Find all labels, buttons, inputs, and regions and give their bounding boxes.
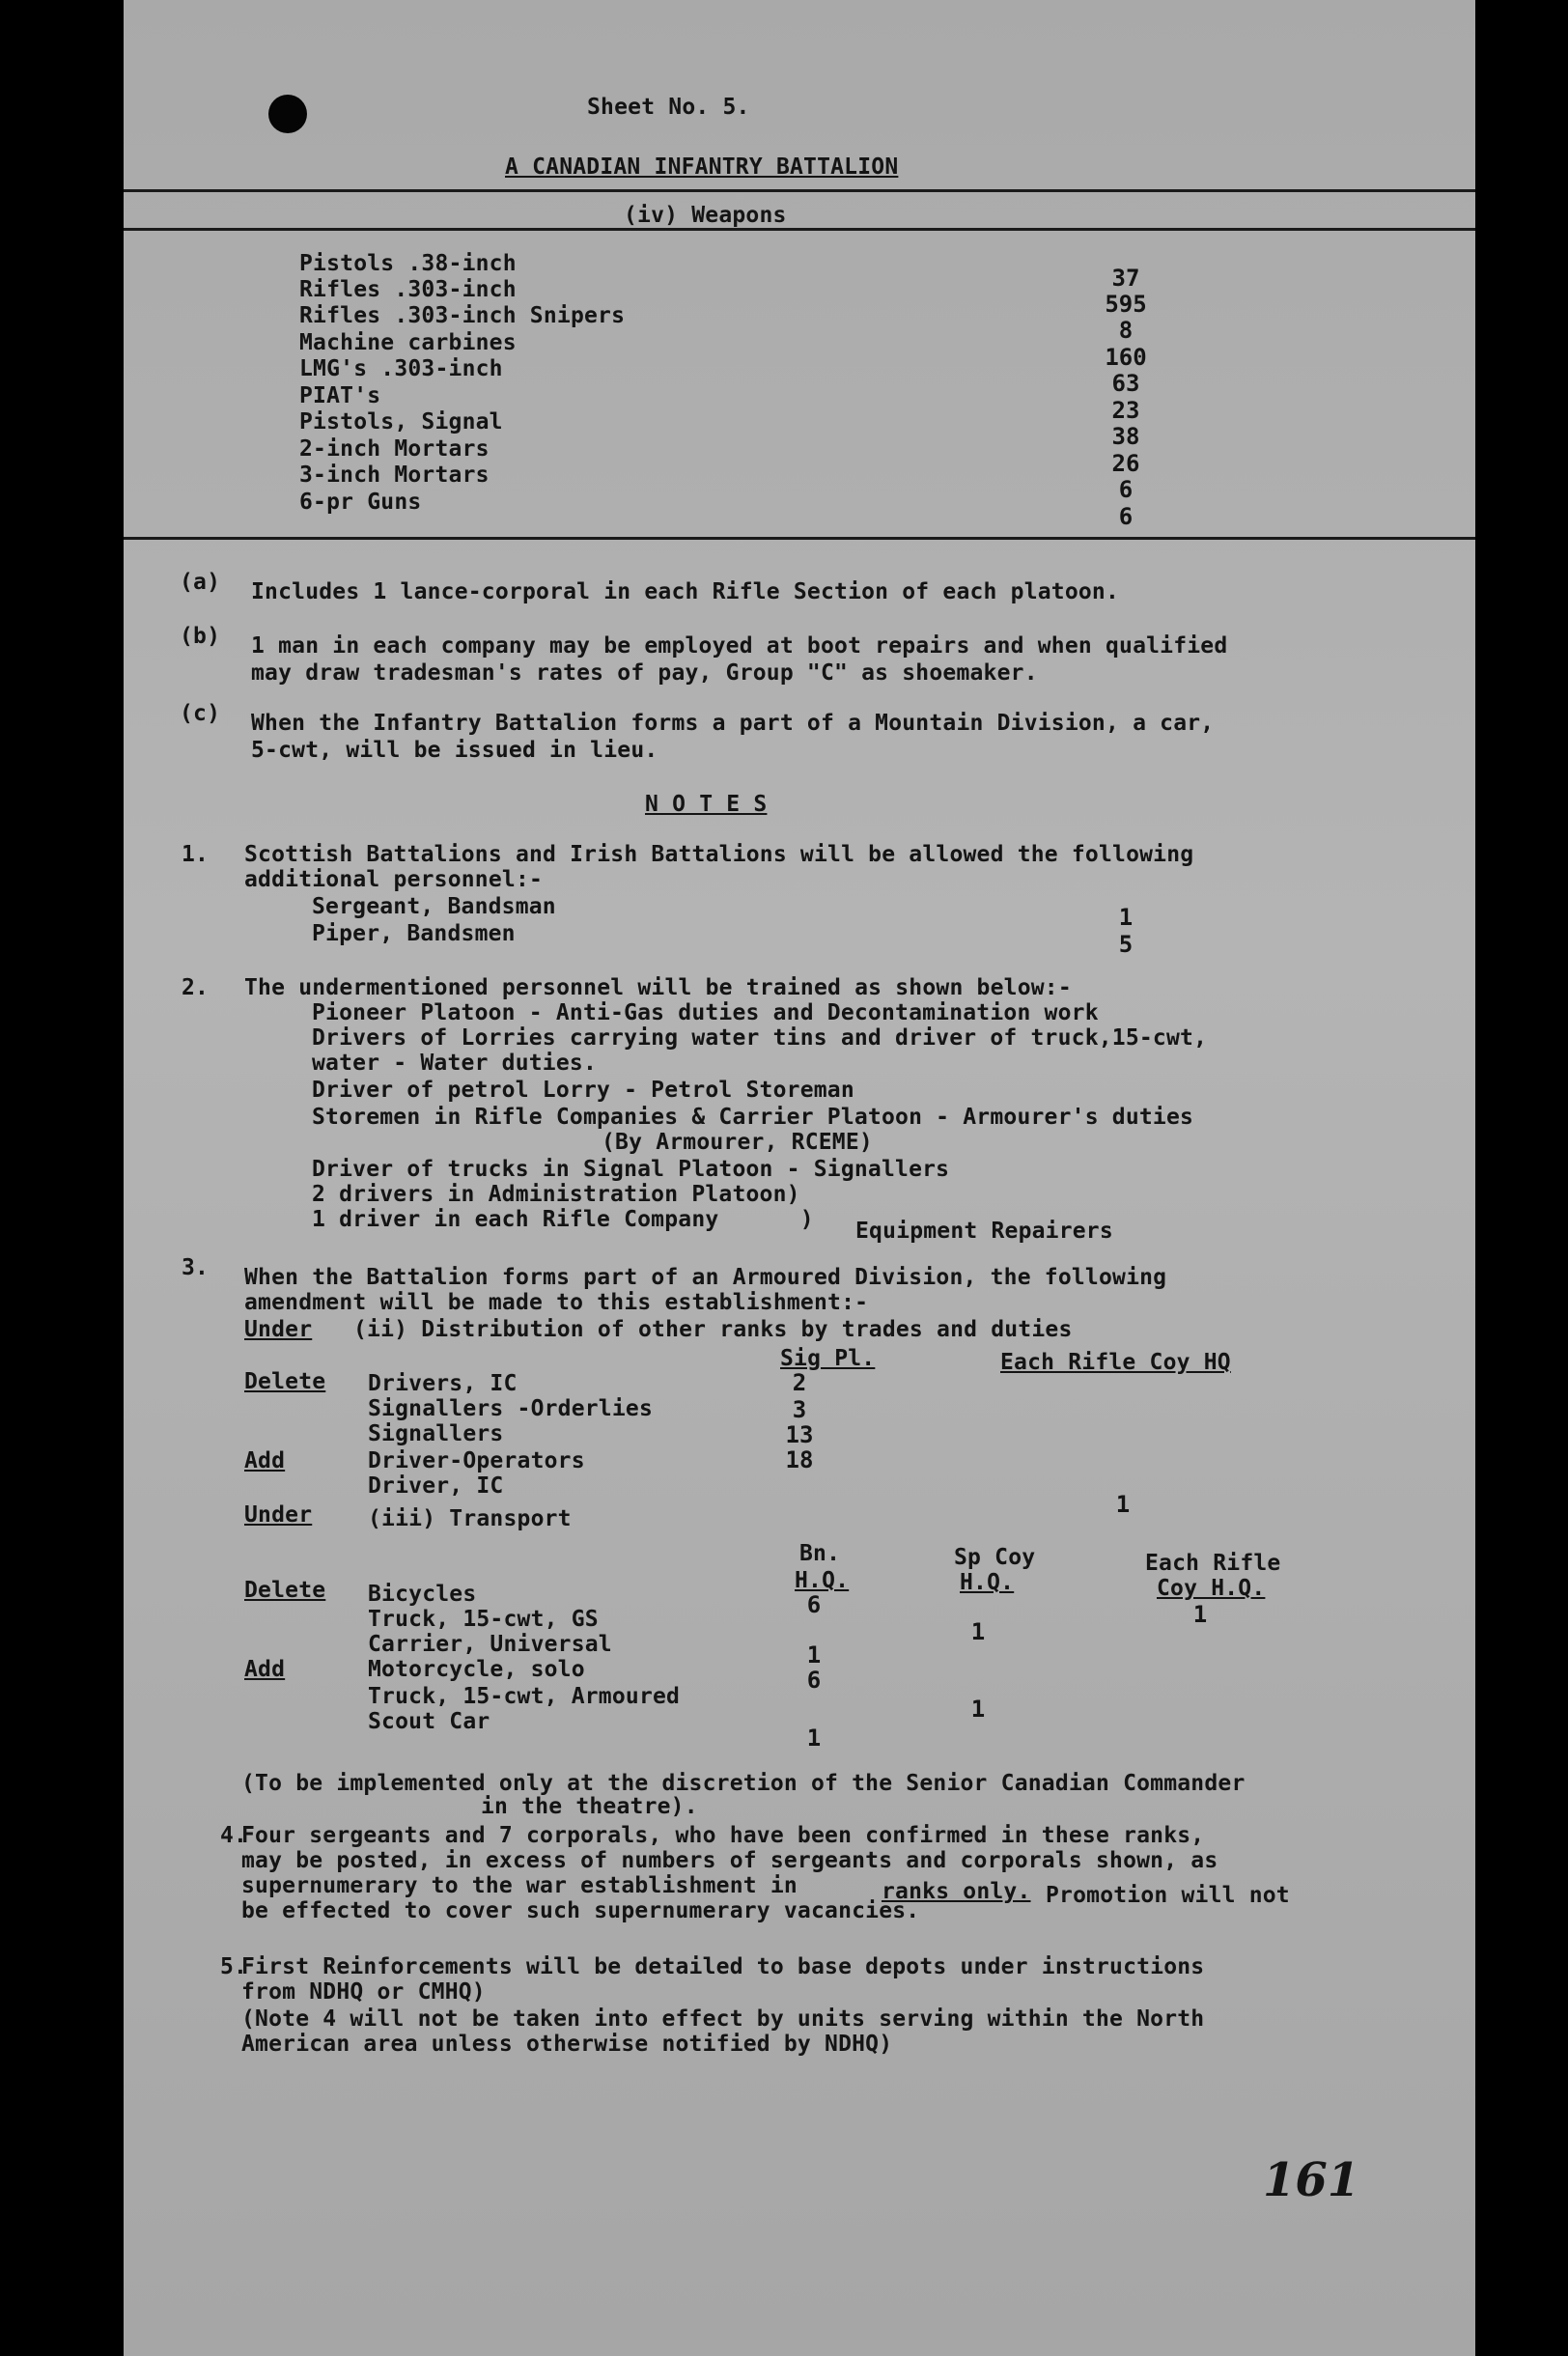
weapon-qty: 8 <box>1118 317 1134 344</box>
weapon-qty: 6 <box>1118 503 1134 530</box>
note-text: 2 drivers in Administration Platoon) <box>312 1182 800 1207</box>
sheet-number: Sheet No. 5. <box>587 95 750 120</box>
note-text: Scottish Battalions and Irish Battalions will be allowed the following <box>244 842 1194 867</box>
footnote-text: Includes 1 lance-corporal in each Rifle Section of each platoon. <box>251 579 1120 604</box>
note-text: Equipment Repairers <box>855 1219 1113 1244</box>
weapon-qty: 38 <box>1111 423 1140 450</box>
row-sig-value: 3 <box>792 1396 807 1423</box>
notes-heading: N O T E S <box>645 792 768 817</box>
footnote-text: may draw tradesman's rates of pay, Group "C" as shoemaker. <box>251 660 1038 686</box>
row-item: Motorcycle, solo <box>368 1657 585 1682</box>
note-text: in the theatre). <box>481 1794 698 1819</box>
note-text: When the Battalion forms part of an Armoured Division, the following <box>244 1265 1167 1290</box>
row-rifle-value: 1 <box>1115 1491 1131 1518</box>
note-text: Drivers of Lorries carrying water tins and driver of truck,15-cwt, <box>312 1025 1208 1051</box>
note-text: additional personnel:- <box>244 867 544 892</box>
note-text: Driver of trucks in Signal Platoon - Signallers <box>312 1157 950 1182</box>
note-text: American area unless otherwise notified by NDHQ) <box>241 2032 893 2057</box>
row-each-value: 1 <box>1192 1601 1208 1628</box>
under-label: Under <box>244 1317 313 1342</box>
note-text: water - Water duties. <box>312 1051 597 1076</box>
column-header: Each Rifle Coy HQ <box>1000 1350 1231 1375</box>
row-item: Driver-Operators <box>368 1448 585 1473</box>
row-sp-value: 1 <box>970 1618 986 1645</box>
weapon-name: LMG's .303-inch <box>299 356 503 381</box>
action-label: Add <box>244 1657 286 1682</box>
weapon-name: Pistols .38-inch <box>299 251 517 276</box>
under-text: (ii) Distribution of other ranks by trades and duties <box>353 1317 1073 1342</box>
row-sp-value: 1 <box>970 1696 986 1723</box>
action-label: Delete <box>244 1369 326 1394</box>
note-text-underlined: ranks only. <box>882 1879 1031 1904</box>
note-text: Four sergeants and 7 corporals, who have been confirmed in these ranks, <box>241 1823 1205 1848</box>
note-text: may be posted, in excess of numbers of sergeants and corporals shown, as <box>241 1848 1218 1873</box>
row-bn-value: 6 <box>806 1591 822 1618</box>
divider <box>124 228 1475 231</box>
weapon-name: Pistols, Signal <box>299 409 503 435</box>
row-sig-value: 2 <box>792 1369 807 1396</box>
row-item: Carrier, Universal <box>368 1632 612 1657</box>
row-item: Drivers, IC <box>368 1371 518 1396</box>
note-item-qty: 1 <box>1118 904 1134 931</box>
weapon-name: 6-pr Guns <box>299 490 422 515</box>
footnote-text: 5-cwt, will be issued in lieu. <box>251 738 658 763</box>
column-header: H.Q. <box>795 1568 850 1593</box>
footnote-mark: (a) <box>180 570 221 595</box>
note-text: 1 driver in each Rifle Company ) <box>312 1207 814 1232</box>
note-text: Driver of petrol Lorry - Petrol Storeman <box>312 1078 854 1103</box>
note-number: 4. <box>220 1823 248 1848</box>
note-item: Sergeant, Bandsman <box>312 894 556 919</box>
weapon-name: 2-inch Mortars <box>299 436 490 462</box>
column-header: Each Rifle <box>1145 1551 1281 1576</box>
column-header: Sig Pl. <box>780 1346 876 1371</box>
row-bn-value: 6 <box>806 1667 822 1694</box>
weapon-qty: 6 <box>1118 476 1134 503</box>
row-item: Truck, 15-cwt, GS <box>368 1607 599 1632</box>
note-number: 3. <box>182 1255 210 1280</box>
footnote-text: When the Infantry Battalion forms a part of a Mountain Division, a car, <box>251 711 1215 736</box>
divider <box>124 537 1475 540</box>
weapon-name: Rifles .303-inch Snipers <box>299 303 626 328</box>
row-item: Scout Car <box>368 1709 490 1734</box>
punch-hole <box>268 95 307 133</box>
weapon-name: 3-inch Mortars <box>299 463 490 488</box>
note-text: from NDHQ or CMHQ) <box>241 1979 486 2005</box>
divider <box>124 189 1475 192</box>
note-number: 5. <box>220 1954 248 1979</box>
weapon-qty: 23 <box>1111 397 1140 424</box>
row-sig-value: 18 <box>785 1446 814 1473</box>
note-text: (Note 4 will not be taken into effect by units serving within the North <box>241 2006 1205 2032</box>
footnote-mark: (c) <box>180 701 221 726</box>
note-text: Pioneer Platoon - Anti-Gas duties and Decontamination work <box>312 1000 1099 1025</box>
row-item: Driver, IC <box>368 1473 504 1499</box>
note-item: Piper, Bandsmen <box>312 921 516 946</box>
column-header: Sp Coy <box>954 1545 1036 1570</box>
row-item: Signallers <box>368 1421 504 1446</box>
row-item: Truck, 15-cwt, Armoured <box>368 1684 681 1709</box>
note-text: The undermentioned personnel will be trained as shown below:- <box>244 975 1072 1000</box>
note-text: (To be implemented only at the discretion of the Senior Canadian Commander <box>241 1771 1246 1796</box>
column-header: Bn. <box>799 1541 841 1566</box>
footnote-mark: (b) <box>180 624 221 649</box>
weapon-name: Machine carbines <box>299 330 517 355</box>
note-text: First Reinforcements will be detailed to base depots under instructions <box>241 1954 1205 1979</box>
weapon-qty: 595 <box>1105 291 1147 318</box>
note-text: be effected to cover such supernumerary vacancies. <box>241 1898 920 1923</box>
note-text: Promotion will not <box>1046 1883 1290 1908</box>
row-item: Signallers -Orderlies <box>368 1396 653 1421</box>
weapon-qty: 26 <box>1111 450 1140 477</box>
footnote-text: 1 man in each company may be employed at boot repairs and when qualified <box>251 633 1228 659</box>
action-label: Delete <box>244 1578 326 1603</box>
weapon-name: Rifles .303-inch <box>299 277 517 302</box>
under-label: Under <box>244 1502 313 1528</box>
row-bn-value: 1 <box>806 1725 822 1752</box>
column-header: Coy H.Q. <box>1157 1576 1266 1601</box>
action-label: Add <box>244 1448 286 1473</box>
row-bn-value: 1 <box>806 1641 822 1669</box>
note-text: Storemen in Rifle Companies & Carrier Platoon - Armourer's duties <box>312 1105 1194 1130</box>
note-item-qty: 5 <box>1118 931 1134 958</box>
weapon-qty: 37 <box>1111 265 1140 292</box>
section-title: (iv) Weapons <box>624 203 787 228</box>
weapon-qty: 160 <box>1105 344 1147 371</box>
note-text: supernumerary to the war establishment in <box>241 1873 798 1898</box>
note-text: amendment will be made to this establishment:- <box>244 1290 869 1315</box>
note-text: (By Armourer, RCEME) <box>602 1130 873 1155</box>
weapon-qty: 63 <box>1111 370 1140 397</box>
document-page <box>124 0 1475 2356</box>
note-number: 1. <box>182 842 210 867</box>
row-sig-value: 13 <box>785 1421 814 1448</box>
unit-title: A CANADIAN INFANTRY BATTALION <box>505 154 899 180</box>
weapon-name: PIAT's <box>299 383 381 408</box>
note-number: 2. <box>182 975 210 1000</box>
row-item: Bicycles <box>368 1582 477 1607</box>
under-text: (iii) Transport <box>368 1506 572 1531</box>
column-header: H.Q. <box>960 1570 1015 1595</box>
page-number: 161 <box>1263 2153 1360 2207</box>
